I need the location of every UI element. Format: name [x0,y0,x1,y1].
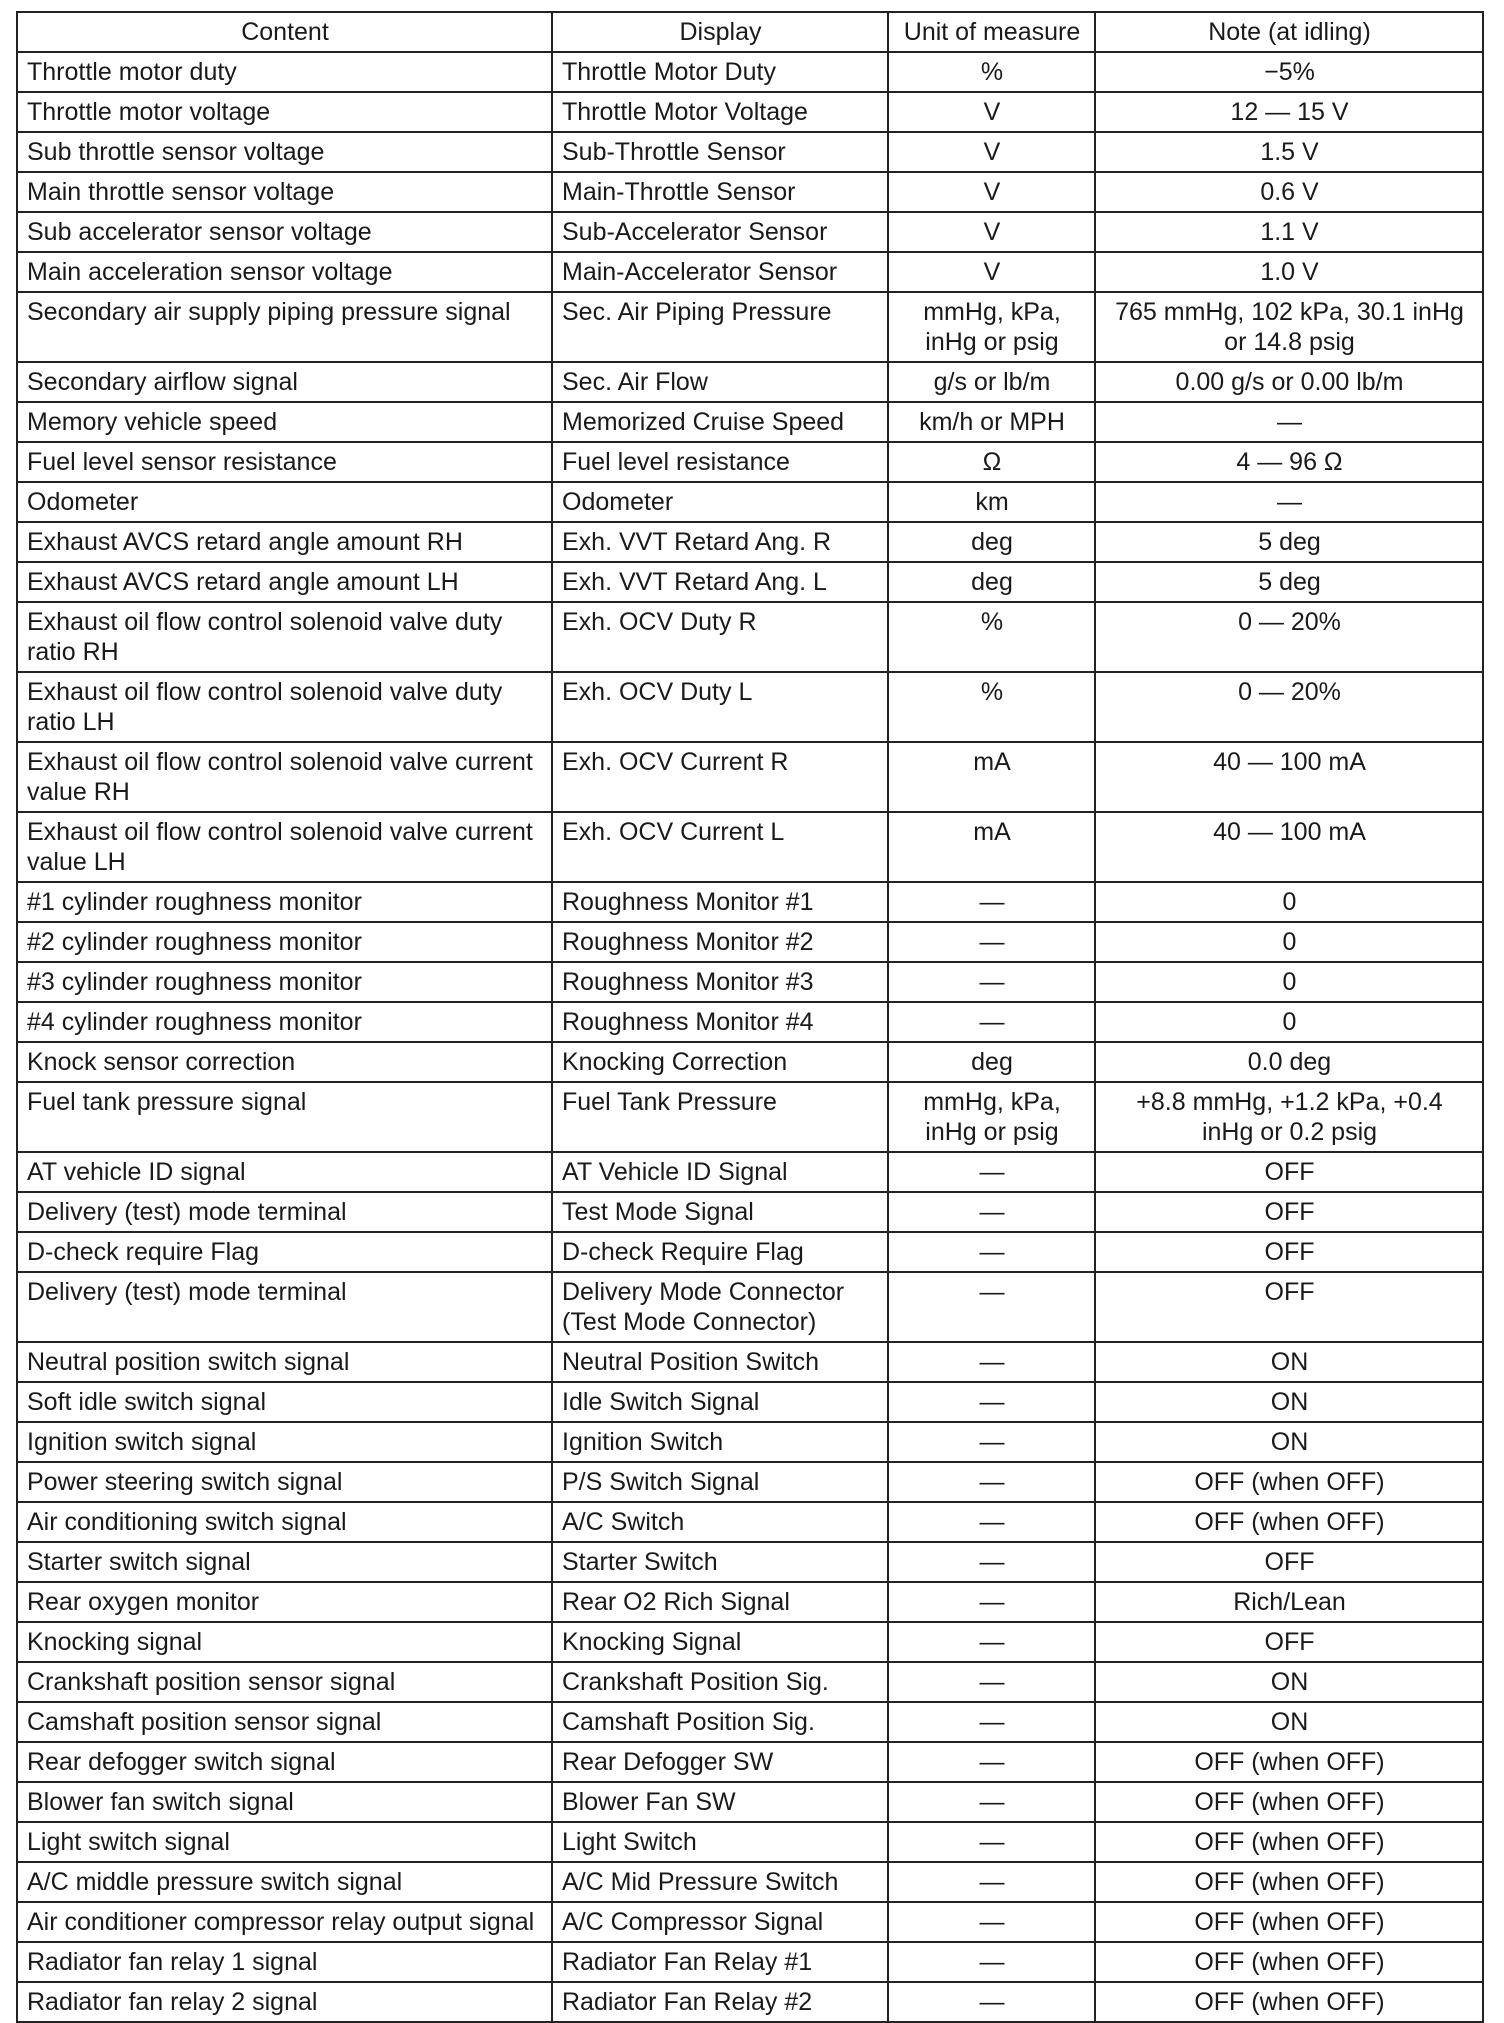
table-row [17,522,1483,562]
table-row [17,1622,1483,1662]
unit-cell: V [888,212,1095,252]
unit-cell: — [888,1272,1095,1342]
content-cell: Throttle motor duty [17,52,552,92]
content-cell: Exhaust AVCS retard angle amount LH [17,562,552,602]
content-cell: AT vehicle ID signal [17,1152,552,1192]
unit-cell: V [888,132,1095,172]
content-cell: Blower fan switch signal [17,1782,552,1822]
unit-cell: — [888,1942,1095,1982]
table-row [17,442,1483,482]
unit-cell: V [888,172,1095,212]
data-monitor-table [16,11,1484,2023]
note-cell: OFF (when OFF) [1095,1862,1483,1902]
display-cell: Exh. VVT Retard Ang. R [552,522,888,562]
unit-cell: — [888,1152,1095,1192]
content-cell: Rear defogger switch signal [17,1742,552,1782]
note-cell: ON [1095,1702,1483,1742]
unit-cell: — [888,1582,1095,1622]
display-cell: A/C Switch [552,1502,888,1542]
note-cell: OFF (when OFF) [1095,1942,1483,1982]
note-cell: OFF (when OFF) [1095,1742,1483,1782]
note-cell: OFF [1095,1542,1483,1582]
unit-cell: — [888,1902,1095,1942]
unit-cell: V [888,92,1095,132]
note-cell: 0 [1095,1002,1483,1042]
content-cell: Starter switch signal [17,1542,552,1582]
note-cell: OFF (when OFF) [1095,1902,1483,1942]
content-cell: Knocking signal [17,1622,552,1662]
content-cell: Air conditioner compressor relay output signal [17,1902,552,1942]
note-cell: OFF [1095,1232,1483,1272]
note-cell: 0 [1095,882,1483,922]
unit-cell: — [888,1822,1095,1862]
content-cell: Sub throttle sensor voltage [17,132,552,172]
table-row [17,402,1483,442]
unit-cell: — [888,1232,1095,1272]
unit-cell: — [888,882,1095,922]
table-row [17,1042,1483,1082]
unit-cell: — [888,1002,1095,1042]
display-cell: Knocking Signal [552,1622,888,1662]
table-row [17,1002,1483,1042]
table-row [17,172,1483,212]
unit-cell: — [888,1662,1095,1702]
table-row [17,1862,1483,1902]
table-row [17,812,1483,882]
note-cell: −5% [1095,52,1483,92]
unit-cell: mA [888,812,1095,882]
unit-cell: km [888,482,1095,522]
note-cell: 4 — 96 Ω [1095,442,1483,482]
unit-cell: deg [888,562,1095,602]
content-cell: D-check require Flag [17,1232,552,1272]
table-row [17,1902,1483,1942]
display-cell: Camshaft Position Sig. [552,1702,888,1742]
unit-cell: % [888,602,1095,672]
content-cell: Knock sensor correction [17,1042,552,1082]
note-cell: 1.1 V [1095,212,1483,252]
unit-cell: — [888,1982,1095,2022]
content-cell: #1 cylinder roughness monitor [17,882,552,922]
content-cell: Air conditioning switch signal [17,1502,552,1542]
note-cell: 1.5 V [1095,132,1483,172]
display-cell: A/C Compressor Signal [552,1902,888,1942]
table-header [17,12,1483,52]
display-cell: Roughness Monitor #1 [552,882,888,922]
display-cell: Sec. Air Piping Pressure [552,292,888,362]
display-cell: Rear Defogger SW [552,1742,888,1782]
display-cell: Main-Throttle Sensor [552,172,888,212]
table-row [17,1782,1483,1822]
display-cell: Roughness Monitor #3 [552,962,888,1002]
unit-cell: — [888,1782,1095,1822]
table-row [17,1822,1483,1862]
table-row [17,1272,1483,1342]
table-row [17,212,1483,252]
display-cell: Fuel Tank Pressure [552,1082,888,1152]
table-row [17,1152,1483,1192]
content-cell: #4 cylinder roughness monitor [17,1002,552,1042]
note-cell: 1.0 V [1095,252,1483,292]
unit-cell: mmHg, kPa, inHg or psig [888,292,1095,362]
header-note-at-idling: Note (at idling) [1095,12,1483,52]
unit-cell: — [888,962,1095,1002]
note-cell: 12 — 15 V [1095,92,1483,132]
display-cell: Neutral Position Switch [552,1342,888,1382]
table-row [17,882,1483,922]
display-cell: Sub-Throttle Sensor [552,132,888,172]
display-cell: Exh. OCV Current R [552,742,888,812]
display-cell: Light Switch [552,1822,888,1862]
note-cell: — [1095,402,1483,442]
content-cell: Memory vehicle speed [17,402,552,442]
note-cell: +8.8 mmHg, +1.2 kPa, +0.4 inHg or 0.2 psig [1095,1082,1483,1152]
display-cell: Rear O2 Rich Signal [552,1582,888,1622]
content-cell: Exhaust oil flow control solenoid valve duty ratio RH [17,602,552,672]
note-cell: Rich/Lean [1095,1582,1483,1622]
display-cell: Exh. VVT Retard Ang. L [552,562,888,602]
content-cell: Odometer [17,482,552,522]
content-cell: Radiator fan relay 1 signal [17,1942,552,1982]
note-cell: OFF [1095,1272,1483,1342]
unit-cell: % [888,52,1095,92]
display-cell: Idle Switch Signal [552,1382,888,1422]
note-cell: OFF [1095,1622,1483,1662]
display-cell: Main-Accelerator Sensor [552,252,888,292]
content-cell: Exhaust oil flow control solenoid valve current value RH [17,742,552,812]
unit-cell: — [888,1742,1095,1782]
content-cell: Fuel tank pressure signal [17,1082,552,1152]
display-cell: Exh. OCV Current L [552,812,888,882]
note-cell: ON [1095,1342,1483,1382]
unit-cell: % [888,672,1095,742]
content-cell: Throttle motor voltage [17,92,552,132]
display-cell: D-check Require Flag [552,1232,888,1272]
content-cell: Secondary airflow signal [17,362,552,402]
display-cell: Sec. Air Flow [552,362,888,402]
display-cell: Ignition Switch [552,1422,888,1462]
unit-cell: mA [888,742,1095,812]
unit-cell: g/s or lb/m [888,362,1095,402]
content-cell: Radiator fan relay 2 signal [17,1982,552,2022]
table-row [17,252,1483,292]
unit-cell: — [888,922,1095,962]
note-cell: OFF [1095,1152,1483,1192]
display-cell: Fuel level resistance [552,442,888,482]
note-cell: OFF (when OFF) [1095,1502,1483,1542]
table-row [17,292,1483,362]
display-cell: Odometer [552,482,888,522]
header-row [17,12,1483,52]
unit-cell: V [888,252,1095,292]
note-cell: 0.6 V [1095,172,1483,212]
table-row [17,92,1483,132]
content-cell: Ignition switch signal [17,1422,552,1462]
content-cell: Secondary air supply piping pressure signal [17,292,552,362]
display-cell: Blower Fan SW [552,1782,888,1822]
note-cell: 40 — 100 mA [1095,812,1483,882]
table-row [17,1742,1483,1782]
header-content: Content [17,12,552,52]
note-cell: 40 — 100 mA [1095,742,1483,812]
note-cell: — [1095,482,1483,522]
table-row [17,1982,1483,2022]
table-row [17,1662,1483,1702]
content-cell: Delivery (test) mode terminal [17,1272,552,1342]
table-row [17,52,1483,92]
note-cell: OFF (when OFF) [1095,1782,1483,1822]
note-cell: 0 — 20% [1095,672,1483,742]
unit-cell: mmHg, kPa, inHg or psig [888,1082,1095,1152]
content-cell: Soft idle switch signal [17,1382,552,1422]
unit-cell: — [888,1622,1095,1662]
table-row [17,1082,1483,1152]
table-row [17,1232,1483,1272]
unit-cell: deg [888,522,1095,562]
unit-cell: — [888,1422,1095,1462]
table-row [17,362,1483,402]
table-row [17,1192,1483,1232]
display-cell: AT Vehicle ID Signal [552,1152,888,1192]
table-row [17,1502,1483,1542]
unit-cell: — [888,1382,1095,1422]
unit-cell: deg [888,1042,1095,1082]
unit-cell: — [888,1342,1095,1382]
unit-cell: — [888,1702,1095,1742]
header-display: Display [552,12,888,52]
note-cell: 0.0 deg [1095,1042,1483,1082]
note-cell: 765 mmHg, 102 kPa, 30.1 inHg or 14.8 psig [1095,292,1483,362]
table-row [17,562,1483,602]
note-cell: OFF (when OFF) [1095,1462,1483,1502]
table-body [17,52,1483,2022]
table-row [17,1582,1483,1622]
table-row [17,922,1483,962]
table-row [17,482,1483,522]
table-row [17,132,1483,172]
header-unit-of-measure: Unit of measure [888,12,1095,52]
content-cell: Exhaust AVCS retard angle amount RH [17,522,552,562]
table-row [17,1702,1483,1742]
display-cell: Test Mode Signal [552,1192,888,1232]
unit-cell: — [888,1502,1095,1542]
note-cell: ON [1095,1422,1483,1462]
content-cell: Sub accelerator sensor voltage [17,212,552,252]
display-cell: Radiator Fan Relay #2 [552,1982,888,2022]
note-cell: 0.00 g/s or 0.00 lb/m [1095,362,1483,402]
table-row [17,672,1483,742]
table-row [17,1382,1483,1422]
content-cell: Power steering switch signal [17,1462,552,1502]
display-cell: Throttle Motor Duty [552,52,888,92]
unit-cell: — [888,1542,1095,1582]
content-cell: Exhaust oil flow control solenoid valve current value LH [17,812,552,882]
content-cell: Crankshaft position sensor signal [17,1662,552,1702]
display-cell: Throttle Motor Voltage [552,92,888,132]
display-cell: A/C Mid Pressure Switch [552,1862,888,1902]
table-row [17,1462,1483,1502]
note-cell: 5 deg [1095,522,1483,562]
display-cell: Radiator Fan Relay #1 [552,1942,888,1982]
unit-cell: — [888,1462,1095,1502]
content-cell: Main acceleration sensor voltage [17,252,552,292]
content-cell: Camshaft position sensor signal [17,1702,552,1742]
display-cell: Roughness Monitor #4 [552,1002,888,1042]
note-cell: OFF (when OFF) [1095,1982,1483,2022]
content-cell: Exhaust oil flow control solenoid valve duty ratio LH [17,672,552,742]
note-cell: OFF [1095,1192,1483,1232]
content-cell: #2 cylinder roughness monitor [17,922,552,962]
display-cell: Crankshaft Position Sig. [552,1662,888,1702]
note-cell: OFF (when OFF) [1095,1822,1483,1862]
note-cell: 0 [1095,922,1483,962]
content-cell: Delivery (test) mode terminal [17,1192,552,1232]
content-cell: Fuel level sensor resistance [17,442,552,482]
table-row [17,1942,1483,1982]
note-cell: ON [1095,1662,1483,1702]
content-cell: Rear oxygen monitor [17,1582,552,1622]
content-cell: A/C middle pressure switch signal [17,1862,552,1902]
table-row [17,1342,1483,1382]
table-row [17,602,1483,672]
table-row [17,1542,1483,1582]
note-cell: 5 deg [1095,562,1483,602]
content-cell: Light switch signal [17,1822,552,1862]
note-cell: 0 [1095,962,1483,1002]
unit-cell: — [888,1862,1095,1902]
table-row [17,1422,1483,1462]
display-cell: Starter Switch [552,1542,888,1582]
display-cell: Roughness Monitor #2 [552,922,888,962]
unit-cell: km/h or MPH [888,402,1095,442]
content-cell: #3 cylinder roughness monitor [17,962,552,1002]
display-cell: Exh. OCV Duty R [552,602,888,672]
content-cell: Neutral position switch signal [17,1342,552,1382]
display-cell: Memorized Cruise Speed [552,402,888,442]
display-cell: Knocking Correction [552,1042,888,1082]
note-cell: ON [1095,1382,1483,1422]
unit-cell: Ω [888,442,1095,482]
table-row [17,742,1483,812]
display-cell: Delivery Mode Connector (Test Mode Connector) [552,1272,888,1342]
display-cell: Sub-Accelerator Sensor [552,212,888,252]
table-row [17,962,1483,1002]
display-cell: P/S Switch Signal [552,1462,888,1502]
display-cell: Exh. OCV Duty L [552,672,888,742]
content-cell: Main throttle sensor voltage [17,172,552,212]
note-cell: 0 — 20% [1095,602,1483,672]
unit-cell: — [888,1192,1095,1232]
